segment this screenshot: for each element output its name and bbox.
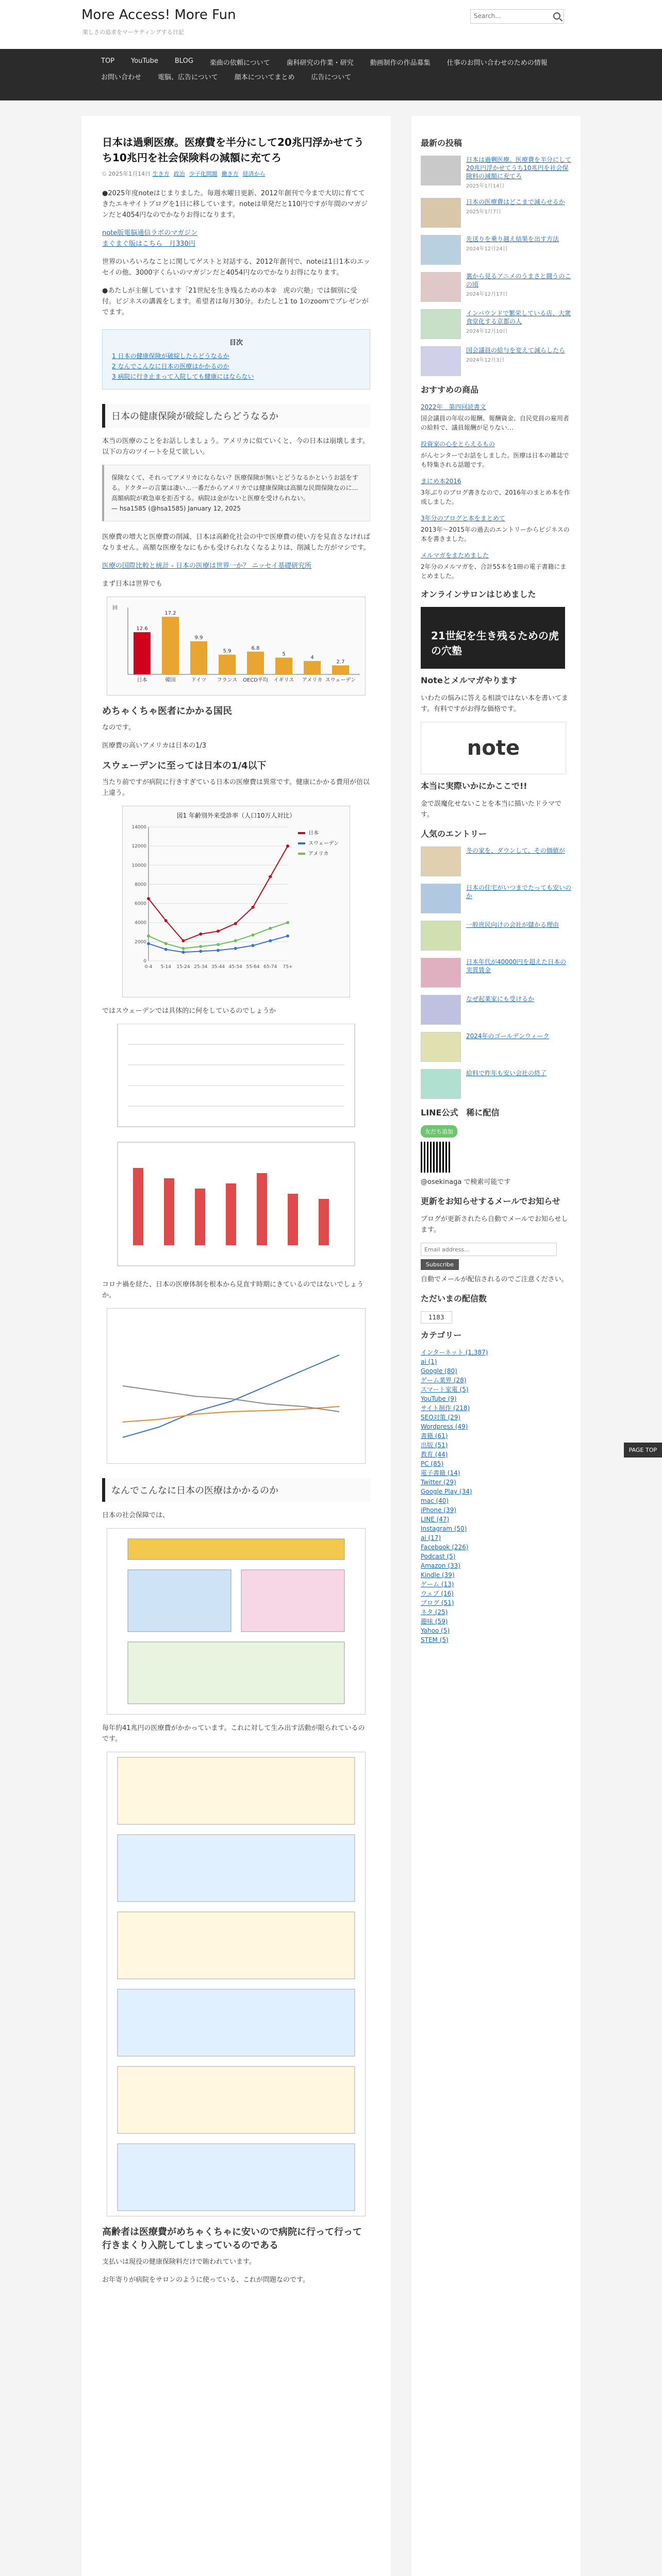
article-categories [153, 171, 270, 177]
recent-posts-title: 最新の投稿 [421, 138, 462, 148]
data-point [269, 875, 272, 878]
salon-banner[interactable] [421, 607, 565, 669]
popular-title: 人気のエントリー [421, 829, 487, 839]
y-tick-label: 10000 [131, 863, 146, 869]
qr-code-icon [421, 1142, 452, 1173]
recent-post[interactable] [421, 156, 571, 191]
article-title: 日本は過剰医療。医療費を半分にして20兆円浮かせてうち10兆円を社会保険料の減額に充てろ [102, 136, 364, 164]
x-tick-label: 75+ [283, 964, 293, 970]
legend-label: スウェーデン [308, 841, 339, 846]
search-input[interactable] [471, 10, 554, 22]
category-item[interactable]: ウェブ (16) [421, 1590, 454, 1597]
nav-item[interactable]: 仕事のお問い合わせのための情報 [446, 59, 548, 67]
data-point [234, 947, 237, 950]
chart-title: 図1 年齢別外来受診率（人口10万人対比） [176, 812, 296, 819]
section-heading-2: なんでこんなに日本の医療はかかるのか [102, 1478, 370, 1502]
tick-label: イギリス [273, 677, 294, 683]
mail-note: 自動でメールが配信されるのでご注意ください。 [421, 1276, 568, 1283]
y-axis-label: 回 [112, 605, 118, 611]
thumbnail[interactable] [421, 272, 461, 302]
recommend-link[interactable]: 3年分のブログと本をまとめて [421, 515, 505, 522]
category-item[interactable]: Kindle (39) [421, 1571, 455, 1579]
book-title: 本当に実際いかにかここで!! [421, 781, 527, 791]
category-item[interactable]: 出版 (51) [421, 1442, 448, 1449]
nav-item[interactable]: 歯科研究の作業・研究 [286, 59, 354, 67]
category-item[interactable]: ゲーム業界 (28) [421, 1377, 467, 1384]
category-item[interactable]: 書籍 (61) [421, 1432, 448, 1439]
legend-label: 日本 [308, 831, 319, 836]
note-logo-text: note [467, 736, 520, 760]
category-item[interactable]: ai (17) [421, 1534, 441, 1541]
category-item[interactable]: Instagram (50) [421, 1525, 467, 1532]
popular-item[interactable] [421, 846, 571, 876]
recent-post[interactable] [421, 272, 571, 302]
bar [247, 652, 264, 674]
popular-list [421, 846, 571, 1099]
paragraph-2: 医療費の増大と医療費の削減、日本は高齢化社会の中で医療費の使い方を見直さなければなりません。高額な医療をなにもかも受けられなくなるよりは、削減した方がマシです。 [102, 533, 371, 552]
recommend-link[interactable]: 2022年 第四回読書文 [421, 403, 486, 411]
headline-1: めちゃくちゃ医者にかかる国民 [102, 706, 232, 717]
paragraph-5: 医療費の高いアメリカは日本の1/3 [102, 742, 207, 750]
bar-chart [107, 597, 365, 695]
email-field[interactable] [421, 1243, 557, 1256]
recent-post-date: 2025年1月7日 [466, 209, 502, 215]
line-title: LINE公式 稀に配信 [421, 1108, 500, 1117]
recommend-desc: 3年ぶりのブログ書きなので、2016年のまとめ本を作成しました。 [421, 489, 570, 505]
category-link[interactable]: 少子化問題 [189, 171, 218, 177]
figure-placeholder-b [107, 1308, 366, 1464]
data-label: 9.9 [194, 635, 203, 641]
bar [275, 658, 292, 675]
nav-item[interactable]: お問い合わせ [101, 74, 142, 81]
data-point [164, 942, 168, 945]
categories-title: カテゴリー [421, 1330, 462, 1340]
data-point [269, 927, 272, 930]
mag2-link[interactable]: まぐまぐ版はこちら 月330円 [102, 240, 195, 248]
line-chart [123, 806, 350, 997]
thumbnail[interactable] [421, 884, 461, 913]
category-link[interactable]: 生き方 [152, 171, 170, 177]
data-point [217, 929, 220, 933]
category-item[interactable]: サイト制作 (218) [421, 1404, 470, 1412]
thumbnail[interactable] [421, 921, 461, 951]
subscriber-count: 1183 [421, 1311, 452, 1324]
y-tick-label: 12000 [131, 844, 146, 850]
y-tick-label: 8000 [135, 882, 146, 888]
book-text: 金で誤魔化せないことを本当に描いたドラマです。 [421, 800, 562, 819]
thumbnail[interactable] [421, 235, 461, 265]
headline-bottom: 高齢者は医療費がめちゃくちゃに安いので病院に行って行って行きまくり入院してしまっているのである [102, 2227, 362, 2251]
popular-item[interactable] [421, 1069, 571, 1099]
thumbnail[interactable] [421, 1032, 461, 1062]
data-point [182, 947, 185, 950]
data-point [217, 943, 220, 946]
thumbnail[interactable] [421, 346, 461, 376]
category-item[interactable]: PC (85) [421, 1460, 444, 1467]
popular-item[interactable] [421, 958, 571, 988]
recent-post-link[interactable]: 裏から見るアニメのうまさと闘うのこの頃 [466, 273, 571, 288]
category-item[interactable]: インターネット (1,387) [421, 1349, 488, 1356]
recent-post[interactable] [421, 198, 571, 228]
category-item[interactable]: ネタ (25) [421, 1608, 448, 1616]
y-tick-label: 2000 [135, 939, 146, 945]
recent-post-date: 2025年1月14日 [466, 183, 505, 189]
data-point [252, 906, 255, 909]
data-point [286, 844, 289, 848]
category-item[interactable]: YouTube (9) [421, 1395, 457, 1402]
thumbnail[interactable] [421, 156, 461, 185]
section-heading-1: 日本の健康保険が破綻したらどうなるか [102, 404, 370, 428]
category-item[interactable]: 教育 (44) [421, 1451, 448, 1458]
headline-2: スウェーデンに至っては日本の1/4以下 [102, 760, 267, 771]
category-item[interactable]: iPhone (39) [421, 1506, 456, 1514]
nav-row [93, 54, 577, 83]
recommend-link[interactable]: 投資家の心をとらえるもの [421, 440, 495, 448]
y-tick-label: 14000 [131, 825, 146, 830]
data-label: 17.2 [164, 611, 176, 617]
bar [332, 665, 349, 674]
popular-item[interactable] [421, 1032, 571, 1062]
figure-graphic [107, 1024, 365, 1271]
bar [304, 661, 321, 674]
figure-graphic-b [107, 1309, 365, 1463]
page-top-button[interactable]: PAGE TOP [624, 1443, 662, 1458]
nav-item[interactable]: 電脳、広告について [158, 74, 218, 81]
tick-label: フランス [217, 677, 238, 683]
x-tick-label: 65-74 [263, 964, 277, 970]
line-id: @osekinaga で検索可能です [421, 1178, 511, 1186]
data-point [252, 934, 255, 937]
recent-post-link[interactable]: 国会議員の給与を変えて減らしたら [466, 347, 566, 354]
recent-post[interactable] [421, 346, 571, 376]
note-magazine-link[interactable]: note版電脳通信ラボのマガジン [102, 229, 197, 237]
nav-item[interactable]: YouTube [131, 57, 158, 65]
category-item[interactable]: ゲーム (13) [421, 1581, 454, 1588]
recent-post-date: 2024年12月17日 [466, 292, 508, 297]
category-item[interactable]: Twitter (29) [421, 1479, 456, 1486]
thumbnail[interactable] [421, 198, 461, 228]
series-line [148, 846, 288, 941]
data-point [286, 935, 289, 938]
paragraph-7: ではスウェーデンでは具体的に何をしているのでしょうか [102, 1007, 276, 1015]
recommend-item [421, 402, 571, 432]
data-point [147, 935, 150, 938]
x-tick-label: 45-54 [228, 964, 242, 970]
article-date: 2025年1月14日 [108, 171, 151, 177]
popular-link[interactable]: 日本年代が40000円を超えた日本の実質賃金 [466, 958, 567, 974]
recommend-desc: がんセンターでお話をしました。医療は日本の雑誌でも特集される話題です。 [421, 452, 569, 468]
category-item[interactable]: SEO対策 (29) [421, 1414, 461, 1421]
chart-consultations [107, 597, 366, 696]
category-item[interactable]: 電子書籍 (14) [421, 1469, 460, 1477]
y-tick-label: 6000 [135, 901, 146, 907]
table-of-contents [102, 329, 370, 389]
main-nav [0, 49, 662, 100]
data-label: 5 [282, 651, 286, 657]
legend-swatch [298, 853, 305, 855]
paragraph-8: コロナ禍を経た、日本の医療体制を根本から見直す時期にきているのではないでしょうか。 [102, 1281, 364, 1299]
nav-item[interactable]: BLOG [174, 57, 193, 65]
bar [134, 632, 151, 674]
paragraph-11: 支払いは現役の健康保険料だけで賄われています。 [102, 2258, 256, 2266]
chart-outpatient [122, 806, 350, 997]
popular-item[interactable] [421, 921, 571, 951]
data-point [252, 944, 255, 947]
data-label: 2.7 [336, 659, 345, 665]
figure-placeholder-c [107, 1528, 366, 1715]
recommend-link[interactable]: まにめ本2016 [421, 478, 461, 485]
data-point [199, 933, 202, 936]
tick-label: ドイツ [191, 677, 207, 683]
paragraph-4: なのです。 [102, 724, 135, 732]
recommend-item [421, 551, 571, 581]
tick-label: スウェーデン [325, 677, 356, 683]
data-label: 6.8 [251, 645, 260, 651]
data-point [217, 949, 220, 952]
category-item[interactable]: Google (80) [421, 1367, 457, 1375]
embedded-tweet [102, 465, 370, 521]
data-point [199, 945, 202, 948]
data-point [286, 921, 289, 924]
mail-text: ブログが更新されたら自動でメールでお知らせします。 [421, 1215, 568, 1234]
toc-item-3[interactable]: 3 病院に行き止まって入院しても健康にはならない [112, 373, 254, 380]
paragraph-6: 当たり前ですが病院に行きすぎている日本の医療費は異常です。健康にかかる費用が倍以上違う。 [102, 778, 370, 797]
recommend-title: おすすめの商品 [421, 385, 479, 395]
recommend-item [421, 477, 571, 506]
recent-post[interactable] [421, 309, 571, 339]
nav-item[interactable]: 楽曲の依頼について [209, 59, 270, 67]
note-text: いわたの悩みに答える相談ではない本を書いてます。有料ですがお得な価格です。 [421, 694, 569, 713]
recommend-desc: 国会議員の年収の報酬、報酬資金、自民党員の雇用者の給料で、議員報酬が足りない… [421, 415, 570, 431]
data-point [182, 939, 185, 942]
data-point [182, 951, 185, 954]
recent-post-link[interactable]: 先送りを乗り越え結果を出す方法 [466, 235, 559, 243]
recent-post[interactable] [421, 235, 571, 265]
intro-paragraph-2: 世界のいろいろなことに関してゲストと対話する、2012年創刊で、noteは1日1本のエッセイの他、3000字くらいのマガジンだと4054円なのでかなりお得になります。 [102, 258, 370, 277]
intro-paragraph-3: ●あたしが主催しています「21世紀を生き残るための本② 虎の穴塾」では個別に受付。ビジネスの講義をします。希望者は毎月30分。わたしと1 to 1のzoomでプレゼンがでます。 [102, 287, 369, 316]
recent-post-link[interactable]: 日本の医療費はどこまで減らせるか [466, 198, 565, 206]
bar [219, 655, 236, 674]
clock-icon: ⏲ [102, 171, 107, 177]
data-point [147, 942, 150, 945]
recommend-list [421, 402, 571, 581]
category-item[interactable]: Amazon (33) [421, 1562, 460, 1569]
data-point [164, 948, 168, 951]
legend-swatch [298, 842, 305, 844]
toc-title: 目次 [229, 339, 243, 347]
recommend-link[interactable]: メルマガをまためました [421, 552, 489, 559]
intro-paragraph-1: ●2025年度noteはじまりました。毎週水曜日更新、2012年創刊で今まで大切に育ててきたエキサイトブログを1日に移しています。noteは単発だと110円ですが年間のマガジンだと4054円なのでかなりお得になります。 [102, 190, 368, 219]
data-point [234, 939, 237, 942]
site-title[interactable]: More Access! More Fun [81, 7, 236, 23]
sidebar [411, 116, 581, 2576]
popular-link[interactable]: 日本の住宅がいつまでたっても安いのか [466, 884, 572, 900]
figure-placeholder-a [107, 1024, 365, 1271]
toc-item-1[interactable]: 1 日本の健康保険が破綻したらどうなるか [112, 352, 229, 360]
subscribe-button[interactable]: Subscribe [421, 1259, 459, 1270]
paragraph-12: お年寄りが病院をサロンのように使っている、これが問題なのです。 [102, 2276, 309, 2284]
category-item[interactable]: STEM (5) [421, 1636, 449, 1643]
category-item[interactable]: 趣味 (59) [421, 1618, 448, 1625]
popular-item[interactable] [421, 995, 571, 1025]
thumbnail[interactable] [421, 309, 461, 339]
data-label: 4 [310, 655, 314, 660]
note-title: Noteとメルマガやります [421, 675, 517, 685]
nav-item[interactable]: 顔本についてまとめ [234, 74, 295, 81]
data-label: 12.6 [136, 626, 148, 632]
x-tick-label: 0-4 [144, 964, 153, 970]
recent-post-date: 2024年12月10日 [466, 329, 508, 334]
data-label: 5.9 [223, 648, 231, 654]
nav-item[interactable]: TOP [101, 57, 115, 65]
popular-link[interactable]: 一般庶民向けの会社が儲かる理由 [466, 921, 559, 928]
tweet-text: 保険なくて、それってアメリカにならない？医療保険が無いとどうなるかというお話をする。ドクターの言葉は凄い…一番だからアメリカでは健康保険は高額な民間保険なのに…高額病院が救急車を拒否する。病院は金がないと医療を受けられない。 [111, 474, 358, 502]
figure-placeholder-d [107, 1752, 366, 2216]
popular-item[interactable] [421, 884, 571, 913]
popular-link[interactable]: なぜ起業家にも受けるか [466, 995, 535, 1003]
category-item[interactable]: Podcast (5) [421, 1553, 456, 1560]
recommend-item [421, 514, 571, 544]
recommend-item [421, 439, 571, 469]
recent-posts [421, 156, 571, 376]
note-logo[interactable] [421, 722, 566, 774]
x-tick-label: 15-24 [176, 964, 190, 970]
data-point [269, 939, 272, 942]
recent-post-link[interactable]: インバウンドで繁栄している店、大衆食堂化する京都の人 [466, 310, 571, 325]
figure-graphic-c [107, 1529, 365, 1714]
category-item[interactable]: Wordpress (49) [421, 1423, 468, 1430]
paragraph-3: まず日本は世界でも [102, 580, 163, 588]
site-header [0, 0, 662, 49]
salon-title: オンラインサロンはじめました [421, 589, 536, 599]
category-link[interactable]: 経済から [242, 171, 266, 177]
legend-swatch [298, 832, 305, 834]
x-tick-label: 25-34 [194, 964, 208, 970]
popular-link[interactable]: 冬の家を、ダウンして、その価値が [466, 847, 565, 854]
thumbnail[interactable] [421, 958, 461, 988]
tick-label: 日本 [137, 677, 147, 683]
category-item[interactable]: ai (1) [421, 1358, 437, 1365]
popular-link[interactable]: 給料で昨年も安い会社の終了 [466, 1070, 547, 1077]
category-item[interactable]: Yahoo (5) [421, 1627, 450, 1634]
counter-title: ただいまの配信数 [421, 1294, 487, 1303]
data-source-link[interactable]: 医療の国際比較と統計 - 日本の医療は世界一か？ ニッセイ基礎研究所 [102, 562, 312, 570]
popular-link[interactable]: 2024年のゴールデンウィーク [466, 1032, 550, 1040]
paragraph-1: 本当の医療のことをお話ししましょう。アメリカに似ていくと、今の日本は崩壊します。以下の方のツイートを見て欲しい。 [102, 437, 370, 456]
line-add-button[interactable]: 友だち追加 [421, 1125, 457, 1138]
y-tick-label: 4000 [135, 920, 146, 926]
mail-title: 更新をお知らせするメールでお知らせ [421, 1196, 560, 1206]
recent-post-date: 2024年12月3日 [466, 358, 505, 363]
recent-post-date: 2024年12月24日 [466, 246, 508, 252]
tick-label: OECD平均 [243, 677, 268, 683]
tick-label: 韓国 [165, 677, 176, 683]
recent-post-link[interactable]: 日本は過剰医療。医療費を半分にして20兆円浮かせてうち10兆円を社会保険料の減額に充てろ [466, 156, 572, 180]
search-box[interactable] [470, 9, 564, 24]
paragraph-10: 毎年約41兆円の医療費がかかっています。これに対して生み出す活動が限られているのです。 [102, 1724, 365, 1743]
tick-label: アメリカ [302, 677, 323, 683]
legend-label: アメリカ [308, 851, 329, 857]
recommend-desc: 2年分のメルマガを、合計55本を1冊の電子書籍にまとめました。 [421, 563, 567, 580]
salon-banner-text: 21世紀を生き残るための虎の穴塾 [431, 630, 559, 657]
tweet-author[interactable]: — hsa1585 (@hsa1585) January 12, 2025 [111, 505, 241, 512]
category-link[interactable]: 働き方 [221, 171, 239, 177]
bar [190, 641, 207, 674]
search-icon[interactable] [553, 12, 560, 20]
paragraph-9: 日本の社会保障では、 [102, 1512, 170, 1519]
recommend-desc: 2013年〜2015年の過去のエントリーからビジネスの本を書きました。 [421, 526, 570, 543]
x-tick-label: 55-64 [246, 964, 260, 970]
thumbnail[interactable] [421, 846, 461, 876]
data-point [234, 922, 237, 925]
main-content [81, 116, 391, 2576]
thumbnail[interactable] [421, 995, 461, 1025]
data-point [199, 950, 202, 953]
category-item[interactable]: Google Play (34) [421, 1488, 472, 1495]
category-item[interactable]: mac (40) [421, 1497, 449, 1504]
toc-item-2[interactable]: 2 なんでこんなに日本の医療はかかるのか [112, 363, 229, 370]
data-point [147, 897, 150, 900]
category-item[interactable]: ブログ (51) [421, 1599, 454, 1606]
x-tick-label: 35-44 [211, 964, 225, 970]
category-item[interactable]: LINE (47) [421, 1516, 450, 1523]
category-item[interactable]: Facebook (226) [421, 1544, 469, 1551]
figure-graphic-d [107, 1752, 365, 2216]
thumbnail[interactable] [421, 1069, 461, 1099]
site-description: 楽しさの追求をマーケティングする日記 [82, 29, 184, 36]
x-tick-label: 5-14 [160, 964, 171, 970]
category-link[interactable]: 政治 [173, 171, 185, 177]
nav-item[interactable]: 動画制作の作品募集 [370, 59, 431, 67]
category-item[interactable]: スマート家電 (5) [421, 1386, 469, 1393]
bar [162, 617, 179, 674]
category-list [421, 1348, 571, 1645]
nav-item[interactable]: 広告について [311, 74, 352, 81]
y-tick-label: 0 [143, 959, 146, 964]
article-meta [102, 170, 370, 178]
data-point [164, 919, 168, 922]
